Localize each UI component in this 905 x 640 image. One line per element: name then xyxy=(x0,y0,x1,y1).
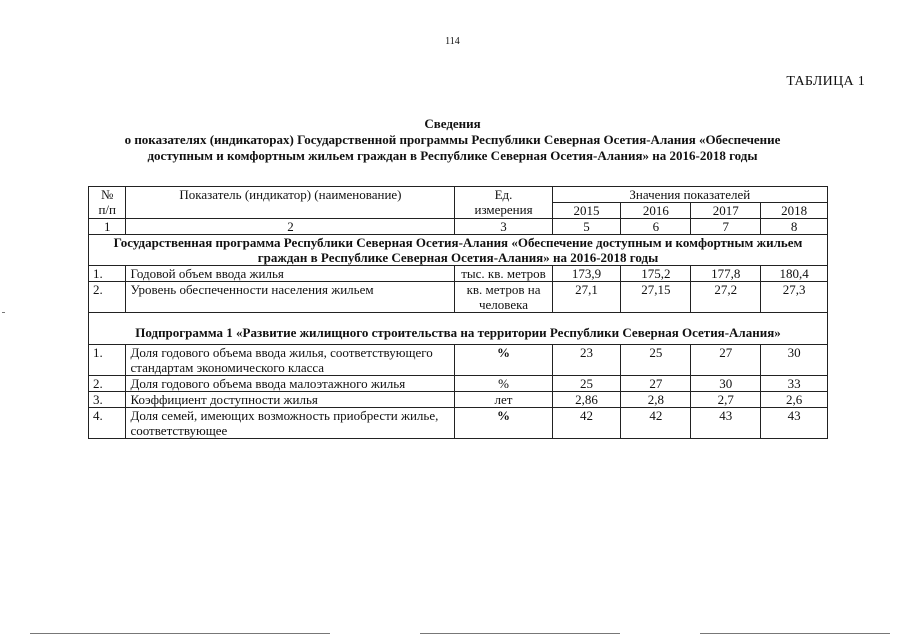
row-unit: кв. метров на человека xyxy=(455,282,552,313)
row-value-2015: 27,1 xyxy=(552,282,621,313)
section-row-subprogram xyxy=(89,313,828,345)
row-value-2017: 2,7 xyxy=(691,392,761,408)
row-unit: % xyxy=(455,408,552,439)
scan-edge-rule xyxy=(420,633,620,634)
row-value-2016: 2,8 xyxy=(621,392,691,408)
document-heading xyxy=(60,116,845,164)
row-value-2016: 175,2 xyxy=(621,266,691,282)
table-row xyxy=(89,282,828,313)
row-value-2017: 43 xyxy=(691,408,761,439)
row-unit: % xyxy=(455,376,552,392)
row-number: 2. xyxy=(89,282,126,313)
row-value-2018: 43 xyxy=(761,408,828,439)
header-year-2018: 2018 xyxy=(761,203,828,219)
row-indicator: Коэффициент доступности жилья xyxy=(126,392,455,408)
header-indicator: Показатель (индикатор) (наименование) xyxy=(126,187,455,219)
row-value-2015: 42 xyxy=(552,408,621,439)
section-title-subprogram: Подпрограмма 1 «Развитие жилищного строительства на территории Республики Северная Осетия-Алания» xyxy=(89,313,828,345)
row-value-2018: 33 xyxy=(761,376,828,392)
row-indicator: Доля годового объема ввода малоэтажного жилья xyxy=(126,376,455,392)
header-num-line2: п/п xyxy=(98,202,116,217)
header-year-2016: 2016 xyxy=(621,203,691,219)
row-value-2016: 27 xyxy=(621,376,691,392)
row-value-2016: 42 xyxy=(621,408,691,439)
header-num xyxy=(89,187,126,219)
scan-edge-mark xyxy=(2,312,5,313)
column-number: 1 xyxy=(89,219,126,235)
column-number: 6 xyxy=(621,219,691,235)
row-indicator: Годовой объем ввода жилья xyxy=(126,266,455,282)
row-value-2015: 2,86 xyxy=(552,392,621,408)
table-label: ТАБЛИЦА 1 xyxy=(786,74,865,89)
header-unit-line1: Ед. xyxy=(494,187,513,202)
header-year-2015: 2015 xyxy=(552,203,621,219)
row-number: 3. xyxy=(89,392,126,408)
row-value-2015: 23 xyxy=(552,345,621,376)
section-title-program: Государственная программа Республики Северная Осетия-Алания «Обеспечение доступным и комфортным жильем граждан в Республике Северная Осетия-Алания» на 2016-2018 годы xyxy=(89,235,828,266)
row-unit: тыс. кв. метров xyxy=(455,266,552,282)
column-numbers-row xyxy=(89,219,828,235)
row-number: 2. xyxy=(89,376,126,392)
table-row xyxy=(89,392,828,408)
row-value-2018: 2,6 xyxy=(761,392,828,408)
row-indicator: Доля годового объема ввода жилья, соответствующего стандартам экономического класса xyxy=(126,345,455,376)
column-number: 7 xyxy=(691,219,761,235)
header-row-1 xyxy=(89,187,828,203)
column-number: 5 xyxy=(552,219,621,235)
table-row xyxy=(89,345,828,376)
column-number: 8 xyxy=(761,219,828,235)
row-value-2018: 180,4 xyxy=(761,266,828,282)
row-value-2017: 30 xyxy=(691,376,761,392)
row-value-2016: 27,15 xyxy=(621,282,691,313)
row-value-2015: 173,9 xyxy=(552,266,621,282)
row-number: 1. xyxy=(89,345,126,376)
section-row-program xyxy=(89,235,828,266)
scan-edge-rule xyxy=(30,633,330,634)
row-value-2015: 25 xyxy=(552,376,621,392)
row-unit: лет xyxy=(455,392,552,408)
heading-line-3: доступным и комфортным жильем граждан в Республике Северная Осетия-Алания» на 2016-2018 годы xyxy=(147,148,758,163)
table-row xyxy=(89,376,828,392)
scan-edge-rule xyxy=(700,633,890,634)
heading-title: Сведения xyxy=(424,116,481,131)
header-num-line1: № xyxy=(101,187,114,202)
indicators-table xyxy=(88,186,828,439)
table-row xyxy=(89,408,828,439)
row-value-2018: 30 xyxy=(761,345,828,376)
header-values-group: Значения показателей xyxy=(552,187,827,203)
row-indicator: Уровень обеспеченности населения жильем xyxy=(126,282,455,313)
row-number: 4. xyxy=(89,408,126,439)
row-value-2017: 177,8 xyxy=(691,266,761,282)
page-number: 114 xyxy=(445,36,460,47)
header-unit-line2: измерения xyxy=(474,202,533,217)
row-value-2018: 27,3 xyxy=(761,282,828,313)
row-unit: % xyxy=(455,345,552,376)
row-value-2016: 25 xyxy=(621,345,691,376)
row-number: 1. xyxy=(89,266,126,282)
row-value-2017: 27,2 xyxy=(691,282,761,313)
header-year-2017: 2017 xyxy=(691,203,761,219)
table-row xyxy=(89,266,828,282)
header-unit xyxy=(455,187,552,219)
column-number: 2 xyxy=(126,219,455,235)
heading-line-2: о показателях (индикаторах) Государственной программы Республики Северная Осетия-Алания «Обеспечение xyxy=(124,132,781,147)
row-indicator: Доля семей, имеющих возможность приобрести жилье, соответствующее xyxy=(126,408,455,439)
row-value-2017: 27 xyxy=(691,345,761,376)
column-number: 3 xyxy=(455,219,552,235)
